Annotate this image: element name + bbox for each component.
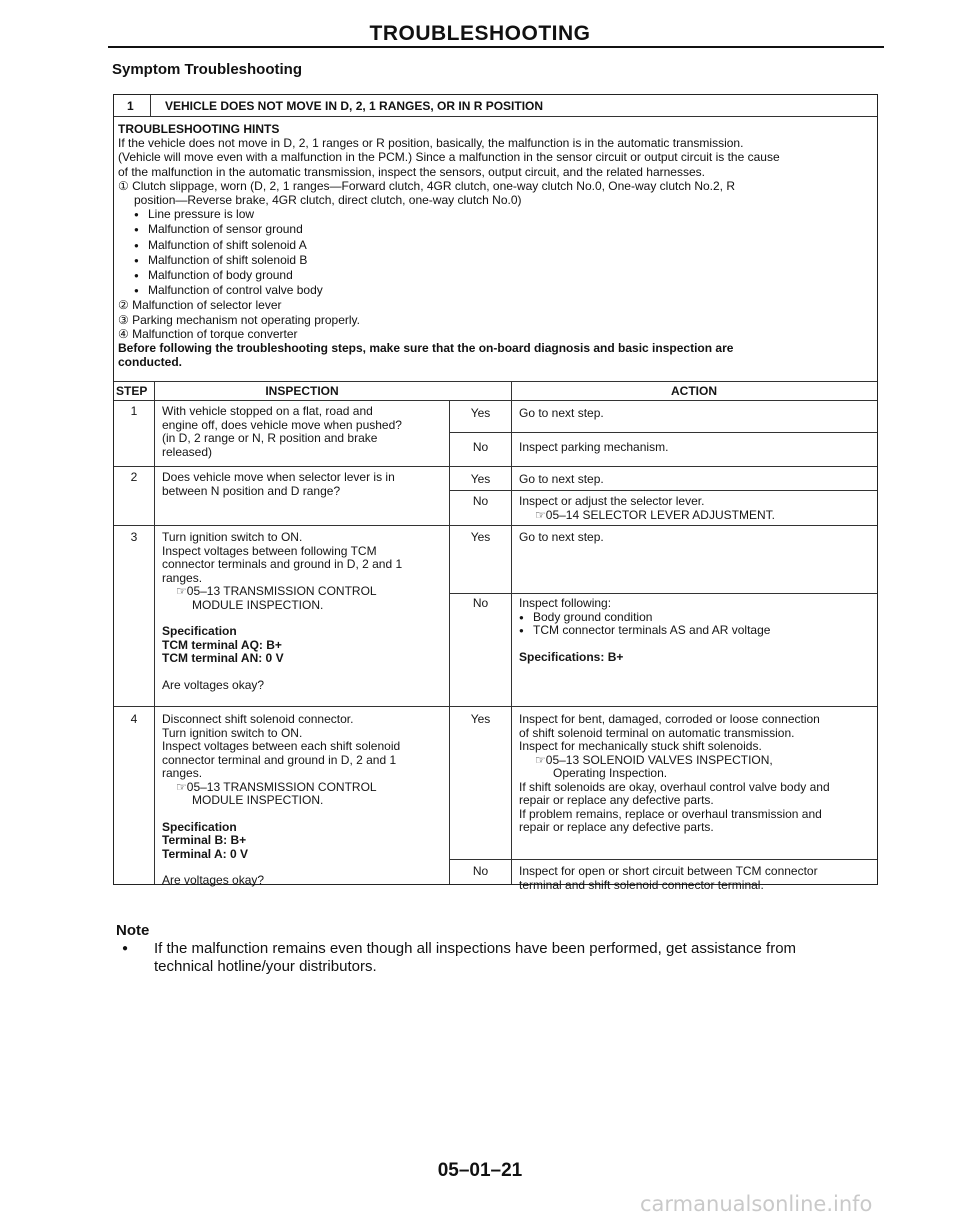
manual-reference-cont: MODULE INSPECTION. xyxy=(192,793,324,807)
insp-line: released) xyxy=(162,444,213,459)
step-2-number: 2 xyxy=(130,470,138,484)
cause-bullet: ● Malfunction of shift solenoid A xyxy=(118,238,878,253)
step-4-number: 4 xyxy=(130,712,138,726)
action-line: repair or replace any defective parts. xyxy=(519,793,714,807)
page-header-title: TROUBLESHOOTING xyxy=(369,22,591,45)
step-1-no: No xyxy=(472,440,489,454)
step-2-bottom-line xyxy=(114,525,877,526)
page-number: 05–01–21 xyxy=(437,1160,523,1181)
step-2-no: No xyxy=(472,494,489,508)
step-3-yes-line xyxy=(450,593,877,594)
note-block xyxy=(116,922,854,976)
step-1-bottom-line xyxy=(114,466,877,467)
header-action: ACTION xyxy=(671,384,717,398)
insp-line: Turn ignition switch to ON. xyxy=(162,530,303,544)
insp-line: With vehicle stopped on a flat, road and xyxy=(162,404,373,418)
hints-line: of the malfunction in the automatic transmission, inspect the sensors, output circuit, and the related harnesses. xyxy=(118,164,705,179)
step-2-inspection xyxy=(162,471,448,498)
spec-heading: Specification xyxy=(162,624,237,638)
step-1-no-action: Inspect parking mechanism. xyxy=(519,440,669,454)
step-4-question: Are voltages okay? xyxy=(162,873,265,887)
action-line: terminal and shift solenoid connector terminal. xyxy=(519,877,764,892)
cause-2: ② Malfunction of selector lever xyxy=(118,298,282,313)
symptom-title: VEHICLE DOES NOT MOVE IN D, 2, 1 RANGES, OR IN R POSITION xyxy=(165,99,544,113)
cause-bullet: ● Malfunction of sensor ground xyxy=(118,222,878,237)
step-3-no-action xyxy=(519,597,875,664)
manual-reference-cont: Operating Inspection. xyxy=(553,766,668,780)
step-2-yes-action: Go to next step. xyxy=(519,472,604,486)
action-spec: Specifications: B+ xyxy=(519,649,624,664)
insp-line: between N position and D range? xyxy=(162,483,341,498)
cause-1-cont: position—Reverse brake, 4GR clutch, direct clutch, one-way clutch No.0) xyxy=(134,193,522,208)
header-inspection: INSPECTION xyxy=(265,384,339,398)
section-title: Symptom Troubleshooting xyxy=(112,61,302,78)
spec-line: Terminal A: 0 V xyxy=(162,846,249,861)
troubleshooting-hints xyxy=(118,122,878,369)
insp-line: Inspect voltages between following TCM xyxy=(162,543,377,558)
spec-line: TCM terminal AN: 0 V xyxy=(162,651,284,665)
insp-line: Disconnect shift solenoid connector. xyxy=(162,712,354,726)
action-line: Inspect for mechanically stuck shift solenoids. xyxy=(519,739,762,753)
step-1-number: 1 xyxy=(130,404,138,418)
cause-bullet: ● Malfunction of control valve body xyxy=(118,283,878,298)
step-2-no-action xyxy=(519,495,775,522)
cause-bullet: ● Line pressure is low xyxy=(118,207,878,222)
spec-line: TCM terminal AQ: B+ xyxy=(162,637,282,652)
note-bullet xyxy=(116,940,854,976)
step-4-yes-action xyxy=(519,713,875,835)
insp-line: connector terminal and ground in D, 2 and 1 xyxy=(162,752,397,767)
action-line: Inspect or adjust the selector lever. xyxy=(519,494,705,508)
col-line-action xyxy=(511,381,512,884)
insp-line: ranges. xyxy=(162,570,203,585)
step-4-no-action xyxy=(519,865,875,892)
step-3-yes: Yes xyxy=(470,530,491,544)
insp-line: connector terminals and ground in D, 2 and 1 xyxy=(162,557,403,571)
cause-1: ① Clutch slippage, worn (D, 2, 1 ranges—Forward clutch, 4GR clutch, one-way clutch No.0, One-way clutch No.2, R xyxy=(118,178,736,193)
spec-line: Terminal B: B+ xyxy=(162,833,247,847)
step-3-question: Are voltages okay? xyxy=(162,677,265,692)
step-4-yes: Yes xyxy=(470,712,491,726)
symptom-row-line xyxy=(114,116,877,117)
manual-reference: ☞ 05–13 SOLENOID VALVES INSPECTION, xyxy=(519,754,875,768)
step-4-yes-line xyxy=(450,859,877,860)
col-line-step xyxy=(154,381,155,884)
action-line: repair or replace any defective parts. xyxy=(519,820,714,834)
action-line: Inspect following: xyxy=(519,596,612,610)
before-note: Before following the troubleshooting steps, make sure that the on-board diagnosis and basic inspection are xyxy=(118,341,734,356)
symptom-number: 1 xyxy=(127,99,134,113)
manual-reference-cont: MODULE INSPECTION. xyxy=(192,597,324,612)
step-4-inspection xyxy=(162,713,448,888)
hints-heading: TROUBLESHOOTING HINTS xyxy=(118,122,280,136)
step-1-yes-line xyxy=(450,432,877,433)
action-bullet: ● TCM connector terminals AS and AR voltage xyxy=(519,624,875,638)
manual-reference: ☞ 05–14 SELECTOR LEVER ADJUSTMENT. xyxy=(519,509,775,523)
note-heading: Note xyxy=(116,922,150,939)
table-header-line xyxy=(114,400,877,401)
insp-line: ranges. xyxy=(162,766,203,780)
insp-line: Inspect voltages between each shift solenoid xyxy=(162,739,401,753)
cause-3: ③ Parking mechanism not operating properly. xyxy=(118,312,360,327)
step-1-inspection xyxy=(162,405,448,459)
spec-heading: Specification xyxy=(162,819,237,834)
insp-line: (in D, 2 range or N, R position and brake xyxy=(162,431,378,445)
step-3-yes-action: Go to next step. xyxy=(519,530,604,544)
manual-reference: ☞ 05–13 TRANSMISSION CONTROL xyxy=(162,585,448,599)
step-4-no: No xyxy=(472,864,489,878)
action-bullet: ● Body ground condition xyxy=(519,611,875,625)
insp-line: engine off, does vehicle move when pushed? xyxy=(162,417,402,432)
hints-line: (Vehicle will move even with a malfunction in the PCM.) Since a malfunction in the sensor circuit or output circuit is the cause xyxy=(118,150,780,165)
step-3-inspection xyxy=(162,531,448,692)
step-1-yes-action: Go to next step. xyxy=(519,406,604,420)
insp-line: Turn ignition switch to ON. xyxy=(162,725,303,740)
step-3-no: No xyxy=(472,596,489,610)
header-step: STEP xyxy=(116,384,148,398)
before-note-cont: conducted. xyxy=(118,355,183,370)
step-2-yes-line xyxy=(450,490,877,491)
step-2-yes: Yes xyxy=(470,472,491,486)
symptom-divider xyxy=(150,95,151,116)
manual-reference: ☞ 05–13 TRANSMISSION CONTROL xyxy=(162,781,448,795)
table-top-line xyxy=(114,381,877,382)
action-line: Inspect for open or short circuit between TCM connector xyxy=(519,864,818,878)
note-line: technical hotline/your distributors. xyxy=(154,958,377,975)
step-3-bottom-line xyxy=(114,706,877,707)
cause-4: ④ Malfunction of torque converter xyxy=(118,326,298,341)
action-line: If problem remains, replace or overhaul transmission and xyxy=(519,806,822,821)
action-line: Inspect for bent, damaged, corroded or loose connection xyxy=(519,712,820,726)
cause-bullet: ● Malfunction of body ground xyxy=(118,268,878,283)
action-line: If shift solenoids are okay, overhaul control valve body and xyxy=(519,779,830,794)
action-line: of shift solenoid terminal on automatic transmission. xyxy=(519,725,795,740)
cause-bullet: ● Malfunction of shift solenoid B xyxy=(118,253,878,268)
step-1-yes: Yes xyxy=(470,406,491,420)
watermark: carmanualsonline.info xyxy=(640,1192,873,1216)
step-3-number: 3 xyxy=(130,530,138,544)
hints-line: If the vehicle does not move in D, 2, 1 ranges or R position, basically, the malfunction is in the automatic transmission. xyxy=(118,136,744,151)
insp-line: Does vehicle move when selector lever is in xyxy=(162,470,395,484)
header-rule xyxy=(108,46,884,48)
note-line: ● If the malfunction remains even though all inspections have been performed, get assistance from xyxy=(154,940,797,957)
